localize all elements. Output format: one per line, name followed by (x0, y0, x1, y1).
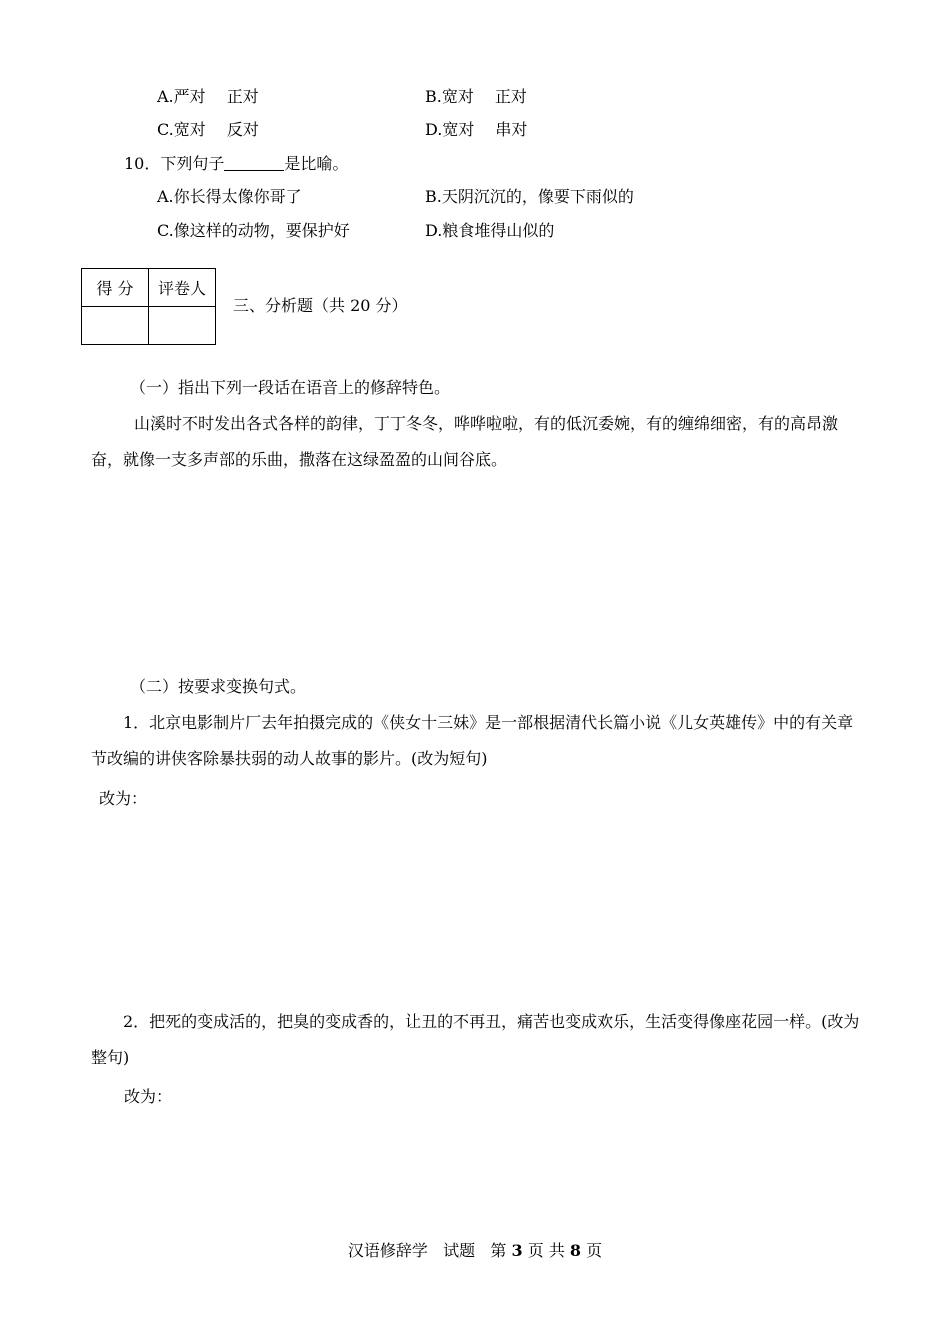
grader-cell[interactable] (149, 307, 216, 345)
item1-question: 1．北京电影制片厂去年拍摄完成的《侠女十三妹》是一部根据清代长篇小说《儿女英雄传》中的有关章节改编的讲侠客除暴扶弱的动人故事的影片。(改为短句) (91, 713, 854, 768)
footer-total-pages: 8 (569, 1241, 582, 1260)
footer-page-number: 3 (511, 1241, 523, 1260)
footer-paper: 试题 (443, 1241, 476, 1260)
item2-answer-area[interactable] (91, 1113, 861, 1223)
q10-option-b: B.天阴沉沉的，像要下雨似的 (425, 187, 634, 206)
q10-stem-prefix: 10．下列句子 (124, 154, 225, 173)
q10-option-c: C.像这样的动物，要保护好 (157, 221, 350, 240)
page-footer (0, 1241, 950, 1261)
q9-option-d: D.宽对 串对 (425, 120, 528, 139)
q10-stem-suffix: 是比喻。 (284, 154, 349, 173)
item1-answer-area[interactable] (91, 815, 861, 995)
part1-answer-area[interactable] (91, 480, 861, 670)
footer-page-prefix: 第 (490, 1241, 507, 1260)
q9-option-b: B.宽对 正对 (425, 87, 527, 106)
score-box (81, 268, 216, 345)
part2-heading: （二）按要求变换句式。 (130, 677, 307, 696)
score-label: 得 分 (82, 269, 149, 307)
q9-option-a: A.严对 正对 (157, 87, 259, 106)
footer-page-suffix: 页 (586, 1241, 603, 1260)
footer-course: 汉语修辞学 (347, 1241, 428, 1260)
item1-answer-label: 改为： (99, 789, 148, 808)
score-cell[interactable] (82, 307, 149, 345)
q10-answer-blank[interactable] (224, 154, 284, 171)
part1-passage: 山溪时不时发出各式各样的韵律，丁丁冬冬，哗哗啦啦，有的低沉委婉，有的缠绵细密，有的高昂激奋，就像一支多声部的乐曲，撒落在这绿盈盈的山间谷底。 (91, 414, 839, 469)
section-title: 三、分析题（共 20 分） (233, 296, 408, 315)
q10-option-a: A.你长得太像你哥了 (157, 187, 302, 206)
part1-heading: （一）指出下列一段话在语音上的修辞特色。 (130, 378, 451, 397)
footer-page-mid: 页 共 (527, 1241, 565, 1260)
q9-option-c: C.宽对 反对 (157, 120, 259, 139)
item2-answer-label: 改为： (124, 1087, 173, 1106)
grader-label: 评卷人 (149, 269, 216, 307)
item2-question: 2．把死的变成活的，把臭的变成香的，让丑的不再丑，痛苦也变成欢乐，生活变得像座花园一样。(改为整句) (91, 1012, 860, 1067)
q10-option-d: D.粮食堆得山似的 (425, 221, 555, 240)
q10-stem (124, 154, 348, 174)
